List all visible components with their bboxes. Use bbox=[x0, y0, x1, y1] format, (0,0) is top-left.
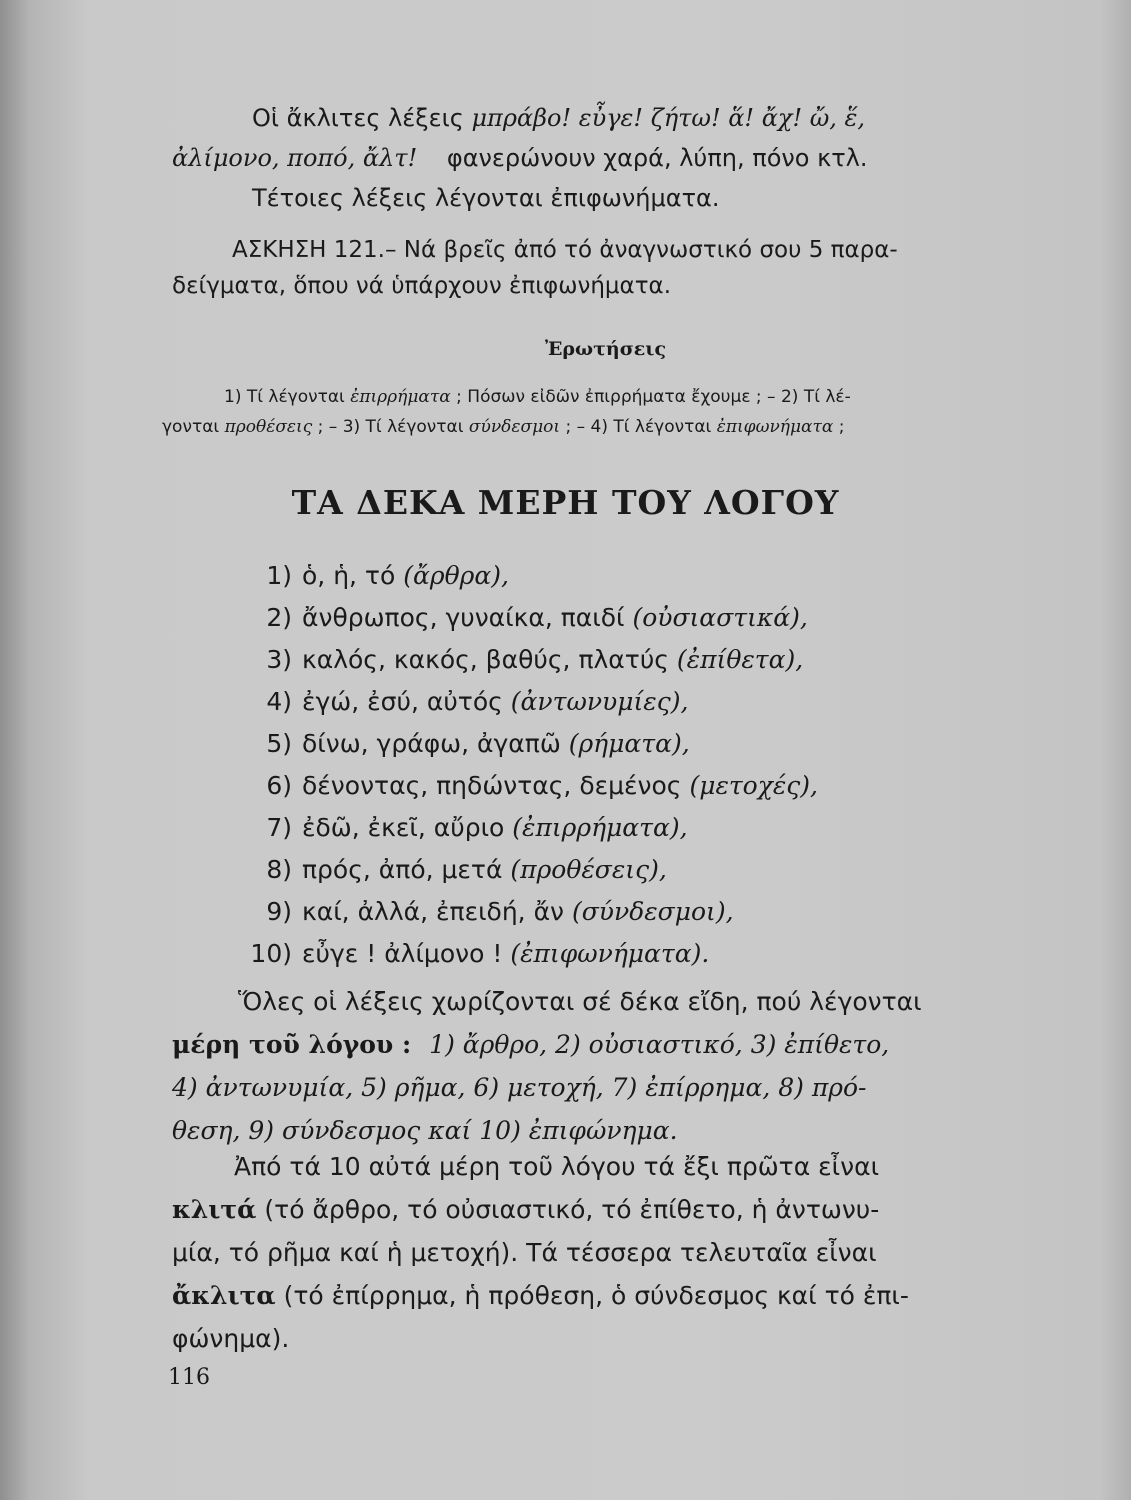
list-item bbox=[230, 891, 818, 933]
question-1-term: ἐπιρρήματα bbox=[350, 387, 451, 407]
item-words: δένοντας, πηδώντας, δεμένος bbox=[302, 771, 682, 800]
item-words: ἐγώ, ἐσύ, αὐτός bbox=[302, 687, 503, 716]
parts-of-speech-list bbox=[230, 555, 818, 975]
list-item bbox=[230, 681, 818, 723]
conclusion-line-5: φώνημα). bbox=[172, 1324, 290, 1353]
item-number: 10) bbox=[250, 939, 292, 968]
question-1-rest: ; Πόσων εἰδῶν ἐπιρρήματα ἔχουμε ; – 2) Τί λέ- bbox=[456, 387, 851, 407]
summary-paragraph bbox=[172, 980, 1032, 1152]
item-label: (ἐπιρρήματα), bbox=[512, 813, 688, 842]
exercise-line-2: δείγματα, ὅπου νά ὑπάρχουν ἐπιφωνήματα. bbox=[172, 273, 672, 299]
conclusion-text-2: (τό ἄρθρο, τό οὐσιαστικό, τό ἐπίθετο, ἡ ἀντωνυ- bbox=[264, 1195, 880, 1224]
conclusion-line-2 bbox=[172, 1188, 1032, 1231]
intro-text: Οἱ ἄκλιτες λέξεις bbox=[252, 104, 464, 132]
conclusion-line-3: μία, τό ρῆμα καί ἡ μετοχή). Τά τέσσερα τελευταῖα εἶναι bbox=[172, 1238, 877, 1267]
term-parts-of-speech: μέρη τοῦ λόγου : bbox=[172, 1030, 412, 1059]
item-words: ὁ, ἡ, τό bbox=[302, 561, 396, 590]
item-words: δίνω, γράφω, ἀγαπῶ bbox=[302, 729, 561, 758]
item-label: (προθέσεις), bbox=[510, 855, 667, 884]
conclusion-line-4 bbox=[172, 1274, 1032, 1317]
summary-line-3: 4) ἀντωνυμία, 5) ρῆμα, 6) μετοχή, 7) ἐπίρρημα, 8) πρό- bbox=[172, 1073, 867, 1102]
item-label: (ἄρθρα), bbox=[403, 561, 509, 590]
summary-list-1: 1) ἄρθρο, 2) οὐσιαστικό, 3) ἐπίθετο, bbox=[429, 1030, 890, 1059]
question-4-text: ; – 4) Τί λέγονται bbox=[565, 417, 712, 437]
questions-block bbox=[162, 382, 1032, 442]
intro-line-2 bbox=[172, 138, 1032, 178]
intro-line-3: Τέτοιες λέξεις λέγονται ἐπιφωνήματα. bbox=[252, 184, 720, 212]
questions-title: Ἐρωτήσεις bbox=[544, 338, 667, 360]
item-number: 5) bbox=[266, 729, 292, 758]
item-number: 1) bbox=[266, 561, 292, 590]
item-number: 3) bbox=[266, 645, 292, 674]
list-item bbox=[230, 639, 818, 681]
list-item bbox=[230, 849, 818, 891]
conclusion-paragraph bbox=[172, 1145, 1032, 1360]
intro-paragraph bbox=[172, 98, 1032, 218]
conclusion-text-4: (τό ἐπίρρημα, ἡ πρόθεση, ὁ σύνδεσμος καί τό ἐπι- bbox=[283, 1281, 909, 1310]
section-heading: ΤΑ ΔΕΚΑ ΜΕΡΗ ΤΟΥ ΛΟΓΟΥ bbox=[291, 483, 840, 522]
item-label: (μετοχές), bbox=[689, 771, 819, 800]
item-words: ἄνθρωπος, γυναίκα, παιδί bbox=[302, 603, 625, 632]
item-label: (ἀντωνυμίες), bbox=[510, 687, 689, 716]
page-number: 116 bbox=[168, 1365, 210, 1390]
item-label: (σύνδεσμοι), bbox=[571, 897, 734, 926]
item-words: πρός, ἀπό, μετά bbox=[302, 855, 503, 884]
question-1-text: 1) Τί λέγονται bbox=[224, 387, 345, 407]
item-words: καί, ἀλλά, ἐπειδή, ἄν bbox=[302, 897, 565, 926]
exercise-line-1: ΑΣΚΗΣΗ 121.– Νά βρεῖς ἀπό τό ἀναγνωστικό σου 5 παρα- bbox=[232, 237, 898, 263]
item-number: 2) bbox=[266, 603, 292, 632]
question-line-1 bbox=[162, 382, 1032, 412]
question-3-term: σύνδεσμοι bbox=[468, 417, 561, 437]
item-label: (ἐπιφωνήματα). bbox=[510, 939, 710, 968]
intro-line-1 bbox=[172, 98, 1032, 138]
interjection-examples-2: ἀλίμονο, ποπό, ἄλτ! bbox=[172, 144, 418, 172]
list-item bbox=[230, 597, 818, 639]
list-item bbox=[230, 765, 818, 807]
question-2-text: γονται bbox=[162, 417, 220, 437]
interjection-examples: μπράβο! εὖγε! ζήτω! ἅ! ἄχ! ὤ, ἕ, bbox=[471, 104, 866, 132]
term-uninflected: ἄκλιτα bbox=[172, 1281, 276, 1310]
item-number: 4) bbox=[266, 687, 292, 716]
summary-line-4: θεση, 9) σύνδεσμος καί 10) ἐπιφώνημα. bbox=[172, 1116, 678, 1145]
list-item bbox=[230, 555, 818, 597]
question-4-end: ; bbox=[838, 417, 845, 437]
question-2-term: προθέσεις bbox=[224, 417, 313, 437]
item-number: 6) bbox=[266, 771, 292, 800]
question-4-term: ἐπιφωνήματα bbox=[716, 417, 834, 437]
term-inflected: κλιτά bbox=[172, 1195, 257, 1224]
item-number: 8) bbox=[266, 855, 292, 884]
item-words: ἐδῶ, ἐκεῖ, αὔριο bbox=[302, 813, 505, 842]
item-number: 7) bbox=[266, 813, 292, 842]
item-label: (ρήματα), bbox=[568, 729, 690, 758]
item-words: καλός, κακός, βαθύς, πλατύς bbox=[302, 645, 669, 674]
exercise-121 bbox=[172, 232, 1032, 304]
summary-line-1: Ὅλες οἱ λέξεις χωρίζονται σέ δέκα εἴδη, πού λέγονται bbox=[238, 987, 922, 1016]
list-item bbox=[230, 807, 818, 849]
item-label: (ἐπίθετα), bbox=[676, 645, 804, 674]
summary-line-2 bbox=[172, 1023, 1032, 1066]
question-3-text: ; – 3) Τί λέγονται bbox=[317, 417, 464, 437]
intro-text-2: φανερώνουν χαρά, λύπη, πόνο κτλ. bbox=[446, 144, 868, 172]
conclusion-line-1: Ἀπό τά 10 αὐτά μέρη τοῦ λόγου τά ἔξι πρῶτα εἶναι bbox=[234, 1152, 880, 1181]
list-item bbox=[230, 933, 818, 975]
item-number: 9) bbox=[266, 897, 292, 926]
item-label: (οὐσιαστικά), bbox=[632, 603, 808, 632]
item-words: εὖγε ! ἀλίμονο ! bbox=[302, 939, 503, 968]
list-item bbox=[230, 723, 818, 765]
question-line-2 bbox=[162, 412, 1032, 442]
